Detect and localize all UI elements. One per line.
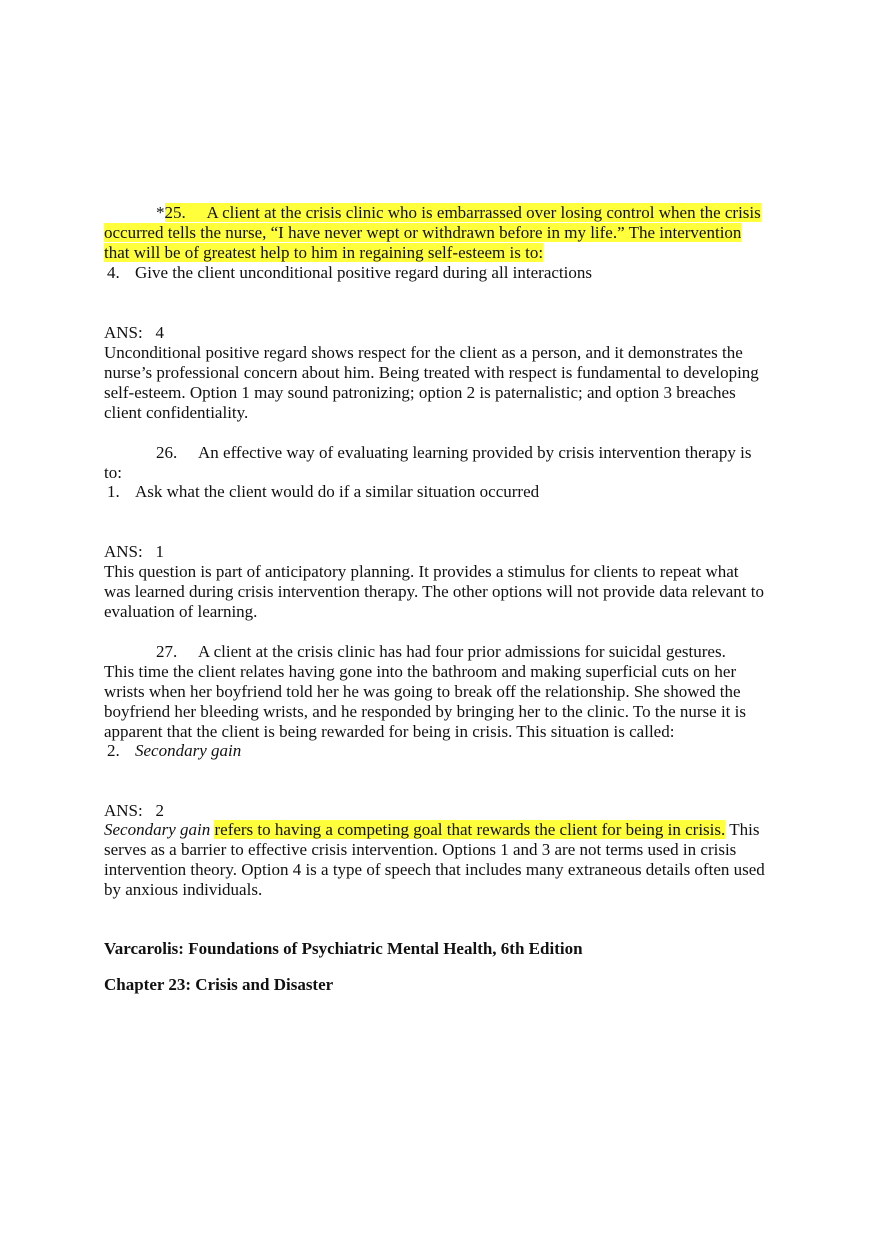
q27-stem-line: apparent that the client is being rewarded for being in crisis. This situation is called:	[104, 722, 675, 741]
q26-stem-text: An effective way of evaluating learning provided by crisis intervention therapy is	[198, 443, 752, 462]
q27-rationale-line: serves as a barrier to effective crisis intervention. Options 1 and 3 are not terms used in crisis	[104, 840, 737, 859]
q25-number: 25.	[164, 203, 186, 222]
q26-number: 26.	[156, 443, 178, 462]
q27-answer: ANS: 2	[104, 801, 164, 820]
q25-asterisk: *	[156, 203, 165, 222]
q27-stem-line: boyfriend her bleeding wrists, and he responded by bringing her to the clinic. To the nurse it is	[104, 702, 746, 721]
q27-rationale-line: by anxious individuals.	[104, 880, 263, 899]
q26-option	[107, 482, 539, 502]
q25-rationale-line: nurse’s professional concern about him. Being treated with respect is fundamental to developing	[104, 363, 759, 382]
q27-option-text: Secondary gain	[135, 741, 242, 760]
q27-rationale-highlight: refers to having a competing goal that rewards the client for being in crisis.	[214, 820, 726, 839]
q26-rationale-line: evaluation of learning.	[104, 602, 258, 621]
q25-stem-line-2: occurred tells the nurse, “I have never wept or withdrawn before in my life.” The intervention	[104, 223, 742, 242]
chapter-title: Chapter 23: Crisis and Disaster	[104, 975, 334, 994]
q25-stem-line-3: that will be of greatest help to him in regaining self-esteem is to:	[104, 243, 544, 262]
q27-number: 27.	[156, 642, 178, 661]
q27-stem-text: A client at the crisis clinic has had four prior admissions for suicidal gestures.	[198, 642, 726, 661]
q27-rationale-line: intervention theory. Option 4 is a type of speech that includes many extraneous details often used	[104, 860, 765, 879]
q25-option-number: 4.	[107, 263, 120, 282]
q27-stem-line: This time the client relates having gone into the bathroom and making superficial cuts on her	[104, 662, 737, 681]
q26-rationale-line: This question is part of anticipatory planning. It provides a stimulus for clients to repeat what	[104, 562, 739, 581]
q27-stem-line-1	[156, 642, 726, 662]
q25-option	[107, 263, 592, 283]
q25-option-text: Give the client unconditional positive regard during all interactions	[135, 263, 592, 282]
q25-rationale-line: Unconditional positive regard shows respect for the client as a person, and it demonstrates the	[104, 343, 743, 362]
q26-stem-line-1	[156, 443, 751, 463]
q27-stem-line: wrists when her boyfriend told her he was going to break off the relationship. She showed the	[104, 682, 741, 701]
q26-option-number: 1.	[107, 482, 120, 501]
q25-rationale-line: self-esteem. Option 1 may sound patronizing; option 2 is paternalistic; and option 3 breaches	[104, 383, 736, 402]
q25-stem-text: A client at the crisis clinic who is embarrassed over losing control when the crisis	[206, 203, 761, 222]
q26-answer: ANS: 1	[104, 542, 164, 561]
q25-answer: ANS: 4	[104, 323, 164, 342]
q27-rationale-term: Secondary gain	[104, 820, 211, 839]
book-title: Varcarolis: Foundations of Psychiatric Mental Health, 6th Edition	[104, 939, 583, 958]
q26-stem-line-2: to:	[104, 463, 122, 482]
q26-option-text: Ask what the client would do if a similar situation occurred	[135, 482, 540, 501]
q27-option	[107, 741, 241, 761]
q27-rationale-line-1: Secondary gain refers to having a competing goal that rewards the client for being in crisis. This	[104, 820, 760, 839]
q25-rationale-line: client confidentiality.	[104, 403, 249, 422]
q27-option-number: 2.	[107, 741, 120, 760]
q26-rationale-line: was learned during crisis intervention therapy. The other options will not provide data relevant to	[104, 582, 764, 601]
q25-stem-line-1	[156, 203, 761, 223]
